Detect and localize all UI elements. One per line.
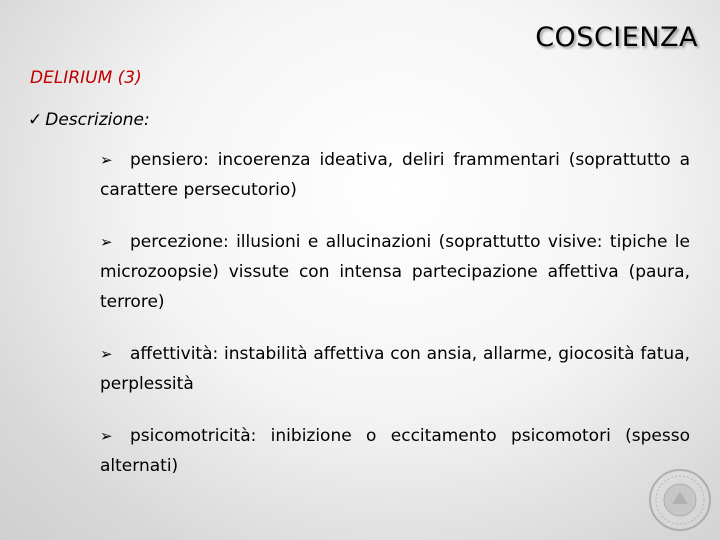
bullet-item [100, 227, 690, 317]
bullet-text: pensiero: incoerenza ideativa, deliri frammentari (soprattutto a carattere persecutorio) [100, 150, 690, 200]
section-heading [28, 110, 150, 130]
bullet-text: percezione: illusioni e allucinazioni (soprattutto visive: tipiche le microzoopsie) vissute con intensa partecipazione affettiva (paura, terrore) [100, 232, 690, 312]
bullet-item [100, 339, 690, 399]
arrow-bullet-icon: ➢ [100, 233, 113, 251]
slide-subtitle: DELIRIUM (3) [30, 68, 142, 88]
university-seal-icon [648, 468, 712, 532]
checkmark-icon: ✓ [28, 110, 43, 130]
section-label: Descrizione: [45, 110, 150, 130]
bullet-text: affettività: instabilità affettiva con ansia, allarme, giocosità fatua, perplessità [100, 344, 690, 394]
arrow-bullet-icon: ➢ [100, 427, 113, 445]
slide-title: COSCIENZA [535, 22, 698, 53]
bullet-list [100, 145, 690, 503]
bullet-item [100, 145, 690, 205]
arrow-bullet-icon: ➢ [100, 151, 113, 169]
arrow-bullet-icon: ➢ [100, 345, 113, 363]
bullet-text: psicomotricità: inibizione o eccitamento psicomotori (spesso alternati) [100, 426, 690, 476]
bullet-item [100, 421, 690, 481]
